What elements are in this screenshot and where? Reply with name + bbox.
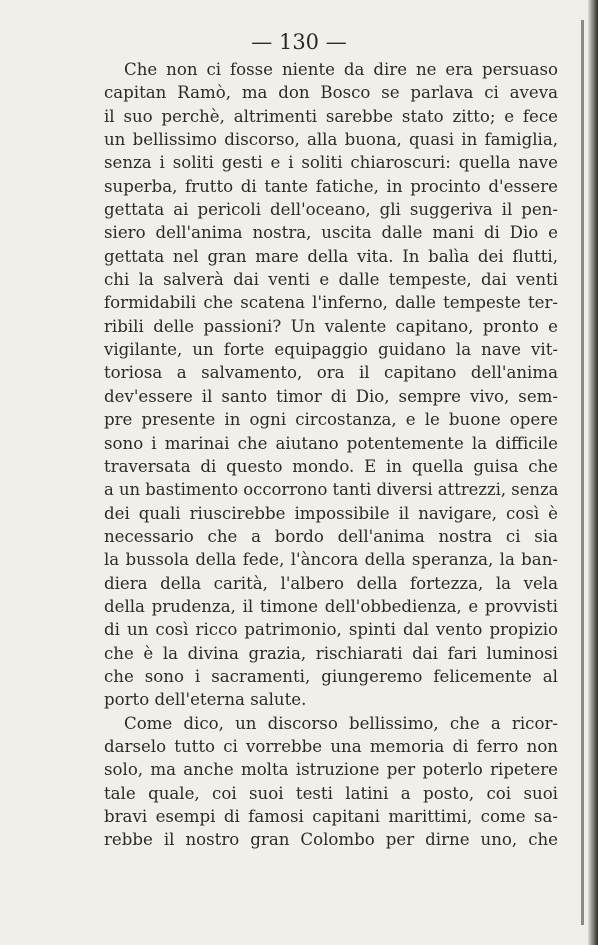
text-line: che sono i sacramenti, giungeremo felicemente al: [104, 666, 558, 686]
text-line: di un così ricco patrimonio, spinti dal vento propizio: [104, 620, 558, 640]
text-line: diera della carità, l'albero della fortezza, la vela: [104, 573, 558, 593]
text-line: gettata ai pericoli dell'oceano, gli suggeriva il pen-: [104, 200, 558, 220]
text-line: traversata di questo mondo. E in quella guisa che: [104, 456, 558, 476]
text-line: il suo perchè, altrimenti sarebbe stato zitto; e fece: [104, 106, 558, 126]
text-line: a un bastimento occorrono tanti diversi attrezzi, senza: [104, 480, 558, 500]
text-line: darselo tutto ci vorrebbe una memoria di ferro non: [104, 736, 558, 756]
text-line: tale quale, coi suoi testi latini a posto, coi suoi: [104, 783, 558, 803]
text-line: bravi esempi di famosi capitani marittimi, come sa-: [104, 807, 558, 826]
text-line: Che non ci fosse niente da dire ne era persuaso: [124, 60, 558, 79]
text-line: vigilante, un forte equipaggio guidano la nave vit-: [104, 340, 558, 360]
text-line: gettata nel gran mare della vita. In balìa dei flutti,: [104, 246, 558, 266]
page-number: — 130 —: [251, 30, 347, 54]
text-line: superba, frutto di tante fatiche, in procinto d'essere: [104, 176, 558, 196]
text-line: porto dell'eterna salute.: [104, 690, 307, 710]
text-line: la bussola della fede, l'àncora della speranza, la ban-: [104, 550, 558, 570]
text-line: senza i soliti gesti e i soliti chiaroscuri: quella nave: [104, 153, 558, 173]
text-line: formidabili che scatena l'inferno, dalle tempeste ter-: [104, 293, 558, 313]
text-line: toriosa a salvamento, ora il capitano dell'anima: [104, 363, 558, 383]
text-line: pre presente in ogni circostanza, e le buone opere: [104, 410, 558, 430]
body-text: [104, 58, 558, 852]
text-line: della prudenza, il timone dell'obbedienza, e provvisti: [104, 596, 558, 616]
text-line: sono i marinai che aiutano potentemente la difficile: [104, 433, 558, 453]
text-line: un bellissimo discorso, alla buona, quasi in famiglia,: [104, 130, 558, 150]
text-line: dev'essere il santo timor di Dio, sempre vivo, sem-: [104, 386, 558, 406]
text-line: siero dell'anima nostra, uscita dalle mani di Dio e: [104, 223, 558, 243]
text-line: Come dico, un discorso bellissimo, che a ricor-: [124, 713, 558, 733]
text-line: chi la salverà dai venti e dalle tempeste, dai venti: [104, 270, 558, 290]
text-line: capitan Ramò, ma don Bosco se parlava ci aveva: [104, 83, 558, 103]
text-line: dei quali riuscirebbe impossibile il navigare, così è: [104, 503, 558, 523]
page-gutter-shadow: [581, 20, 584, 925]
text-line: che è la divina grazia, rischiarati dai fari luminosi: [104, 643, 558, 663]
text-line: rebbe il nostro gran Colombo per dirne uno, che: [104, 830, 558, 850]
text-line: necessario che a bordo dell'anima nostra ci sia: [104, 526, 558, 546]
page-edge: [588, 0, 598, 945]
text-line: ribili delle passioni? Un valente capitano, pronto e: [104, 316, 558, 336]
text-line: solo, ma anche molta istruzione per poterlo ripetere: [104, 760, 558, 780]
